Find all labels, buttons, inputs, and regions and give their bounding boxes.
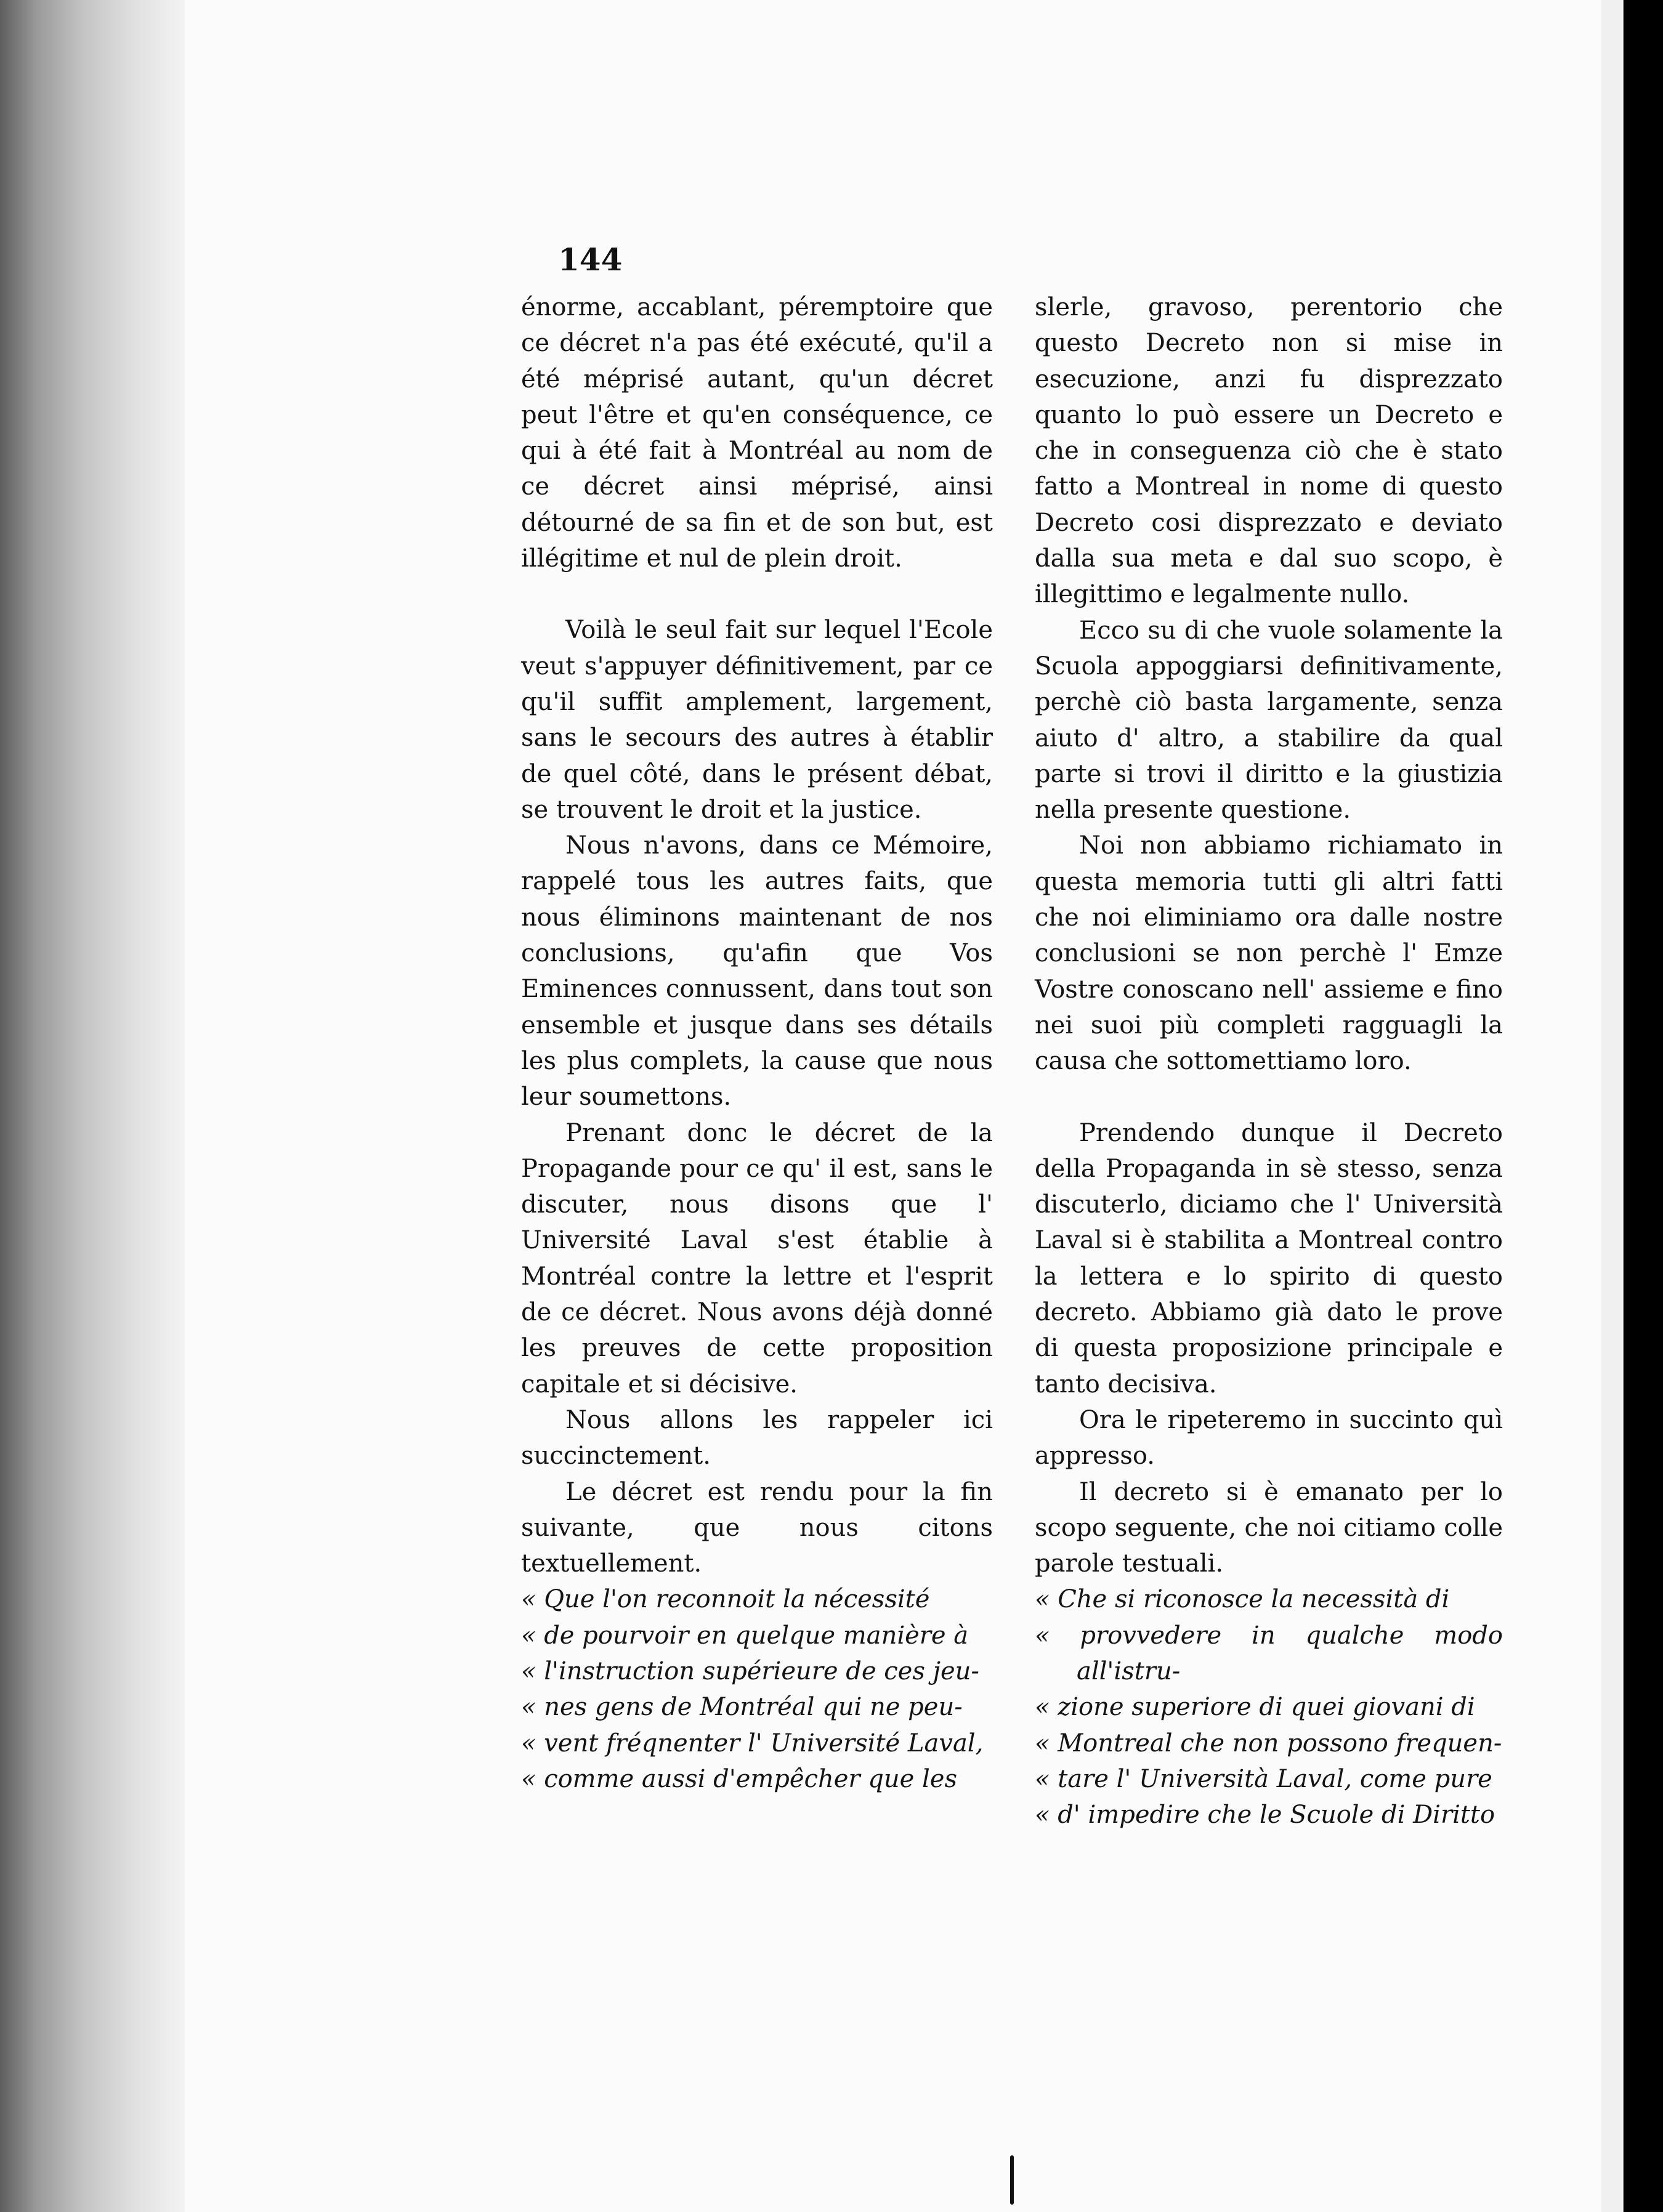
scan-mark <box>1010 2155 1014 2205</box>
quote-line: « vent fréqnenter l' Université Laval, <box>521 1729 984 1758</box>
quote-line: « Che si riconosce la necessità di <box>1035 1585 1450 1614</box>
paragraph: Ecco su di che vuole solamente la Scuola appoggiarsi definitivamente, perchè ciò basta largamente, senza aiuto d' altro, a stabilire da qual parte si trovi il diritto e la giustizia nella presente questione. <box>1035 616 1503 825</box>
decree-quote <box>521 1581 993 1797</box>
paragraph: Le décret est rendu pour la fin suivante, que nous citons textuellement. <box>521 1477 993 1578</box>
quote-line: « Montreal che non possono frequen- <box>1035 1729 1502 1758</box>
quote-line: « zione superiore di quei giovani di <box>1035 1693 1475 1722</box>
quote-line: « Que l'on reconnoit la nécessité <box>521 1585 930 1614</box>
paragraph: slerle, gravoso, perentorio che questo Decreto non si mise in esecuzione, anzi fu disprezzato quanto lo può essere un Decreto e che in conseguenza ciò che è stato fatto a Montreal in nome di questo Decreto cosi disprezzato e deviato dalla sua meta e dal suo scopo, è illegittimo e legalmente nullo. <box>1035 293 1503 609</box>
decree-quote <box>1035 1581 1503 1833</box>
paragraph: Nous n'avons, dans ce Mémoire, rappelé tous les autres faits, que nous éliminons maintenant de nos conclusions, qu'afin que Vos Eminences connussent, dans tout son ensemble et jusque dans ses détails les plus complets, la cause que nous leur soumettons. <box>521 831 993 1112</box>
quote-line: « d' impedire che le Scuole di Diritto <box>1035 1801 1495 1830</box>
book-spine-edge <box>0 0 185 2212</box>
paragraph: Prendendo dunque il Decreto della Propaganda in sè stesso, senza discuterlo, diciamo che l' Università Laval si è stabilita a Montreal contro la lettera e lo spirito di questo decreto. Abbiamo già dato le prove di questa proposizione principale e tanto decisiva. <box>1035 1118 1503 1399</box>
paragraph: Noi non abbiamo richiamato in questa memoria tutti gli altri fatti che noi eliminiamo ora dalle nostre conclusioni se non perchè l' Emze Vostre conoscano nell' assieme e fino nei suoi più completi ragguagli la causa che sottomettiamo loro. <box>1035 831 1503 1076</box>
paragraph: Voilà le seul fait sur lequel l'Ecole veut s'appuyer définitivement, par ce qu'il suffit amplement, largement, sans le secours des autres à établir de quel côté, dans le présent débat, se trouvent le droit et la justice. <box>521 616 993 824</box>
page-number: 144 <box>558 241 623 278</box>
quote-line: « comme aussi d'empêcher que les <box>521 1764 957 1793</box>
paragraph: Il decreto si è emanato per lo scopo seguente, che noi citiamo colle parole testuali. <box>1035 1477 1503 1578</box>
page-right-edge <box>1601 0 1624 2212</box>
quote-line: « nes gens de Montréal qui ne peu- <box>521 1693 963 1722</box>
paragraph: énorme, accablant, péremptoire que ce décret n'a pas été exécuté, qu'il a été méprisé autant, qu'un décret peut l'être et qu'en conséquence, ce qui à été fait à Montréal au nom de ce décret ainsi méprisé, ainsi détourné de sa fin et de son but, est illégitime et nul de plein droit. <box>521 293 993 573</box>
quote-line: « l'instruction supérieure de ces jeu- <box>521 1657 979 1685</box>
quote-line: « provvedere in qualche modo all'istru- <box>1035 1621 1503 1685</box>
paragraph: Prenant donc le décret de la Propagande pour ce qu' il est, sans le discuter, nous disons que l' Université Laval s'est établie à Montréal contre la lettre et l'esprit de ce décret. Nous avons déjà donné les preuves de cette proposition capitale et si décisive. <box>521 1118 993 1399</box>
quote-line: « de pourvoir en quelque manière à <box>521 1621 969 1650</box>
french-column <box>521 289 993 1797</box>
quote-line: « tare l' Università Laval, come pure <box>1035 1764 1492 1793</box>
paragraph: Nous allons les rappeler ici succinctement. <box>521 1405 993 1471</box>
italian-column <box>1035 289 1503 1833</box>
paragraph: Ora le ripeteremo in succinto quì appresso. <box>1035 1405 1503 1471</box>
